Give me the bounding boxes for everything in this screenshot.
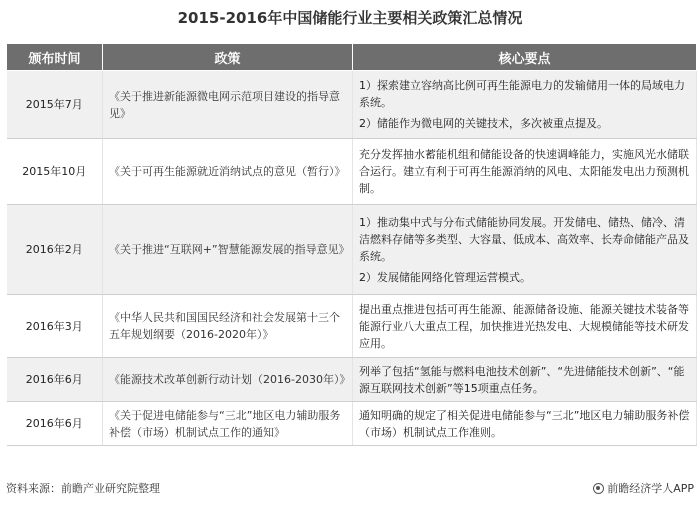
row-points xyxy=(353,358,697,402)
table-header-row xyxy=(7,44,697,71)
header-policy: 政策 xyxy=(103,44,353,71)
row-points xyxy=(353,71,697,139)
policy-table xyxy=(6,43,697,446)
point-text: 充分发挥抽水蓄能机组和储能设备的快速调峰能力，实施风光水储联合运行。建立有利于可再生能源消纳的风电、太阳能发电出力预测机制。 xyxy=(359,148,689,195)
source-note: 资料来源：前瞻产业研究院整理 xyxy=(6,482,160,495)
row-date: 2016年3月 xyxy=(7,295,103,358)
row-date: 2016年2月 xyxy=(7,205,103,295)
table-row xyxy=(7,358,697,402)
point-text: 1）探索建立容纳高比例可再生能源电力的发输储用一体的局域电力系统。 xyxy=(359,79,685,109)
row-date: 2015年10月 xyxy=(7,139,103,205)
table-row xyxy=(7,71,697,139)
row-points xyxy=(353,295,697,358)
point-text: 2）发展储能网络化管理运营模式。 xyxy=(359,270,531,284)
row-points xyxy=(353,205,697,295)
row-policy: 《关于可再生能源就近消纳试点的意见（暂行）》 xyxy=(103,139,353,205)
row-date: 2016年6月 xyxy=(7,358,103,402)
row-date: 2016年6月 xyxy=(7,402,103,446)
brand-name: 前瞻经济学人APP xyxy=(607,482,694,495)
table-row xyxy=(7,295,697,358)
table-row xyxy=(7,139,697,205)
row-points xyxy=(353,402,697,446)
header-key-points: 核心要点 xyxy=(353,44,697,71)
table-row xyxy=(7,205,697,295)
brand-credit xyxy=(593,480,694,496)
row-policy: 《关于促进电储能参与“三北”地区电力辅助服务补偿（市场）机制试点工作的通知》 xyxy=(103,402,353,446)
header-date: 颁布时间 xyxy=(7,44,103,71)
row-policy: 《关于推进新能源微电网示范项目建设的指导意见》 xyxy=(103,71,353,139)
table-row xyxy=(7,402,697,446)
row-policy: 《中华人民共和国国民经济和社会发展第十三个五年规划纲要（2016-2020年）》 xyxy=(103,295,353,358)
row-points xyxy=(353,139,697,205)
row-policy: 《能源技术改革创新行动计划（2016-2030年）》 xyxy=(103,358,353,402)
point-text: 通知明确的规定了相关促进电储能参与“三北”地区电力辅助服务补偿（市场）机制试点工作准则。 xyxy=(359,408,690,439)
page-title: 2015-2016年中国储能行业主要相关政策汇总情况 xyxy=(177,9,523,27)
point-text: 提出重点推进包括可再生能源、能源储备设施、能源关键技术装备等能源行业八大重点工程，加快推进光热发电、大规模储能等技术研发应用。 xyxy=(359,302,689,350)
point-text: 列举了包括“氢能与燃料电池技术创新”、“先进储能技术创新”、“能源互联网技术创新”等15项重点任务。 xyxy=(359,364,685,395)
row-date: 2015年7月 xyxy=(7,71,103,139)
qianzhan-logo-icon xyxy=(593,483,604,494)
point-text: 2）储能作为微电网的关键技术，多次被重点提及。 xyxy=(359,117,608,130)
point-text: 1）推动集中式与分布式储能协同发展。开发储电、储热、储冷、清洁燃料存储等多类型、大容量、低成本、高效率、长寿命储能产品及系统。 xyxy=(359,215,689,263)
row-policy: 《关于推进“互联网+”智慧能源发展的指导意见》 xyxy=(103,205,353,295)
